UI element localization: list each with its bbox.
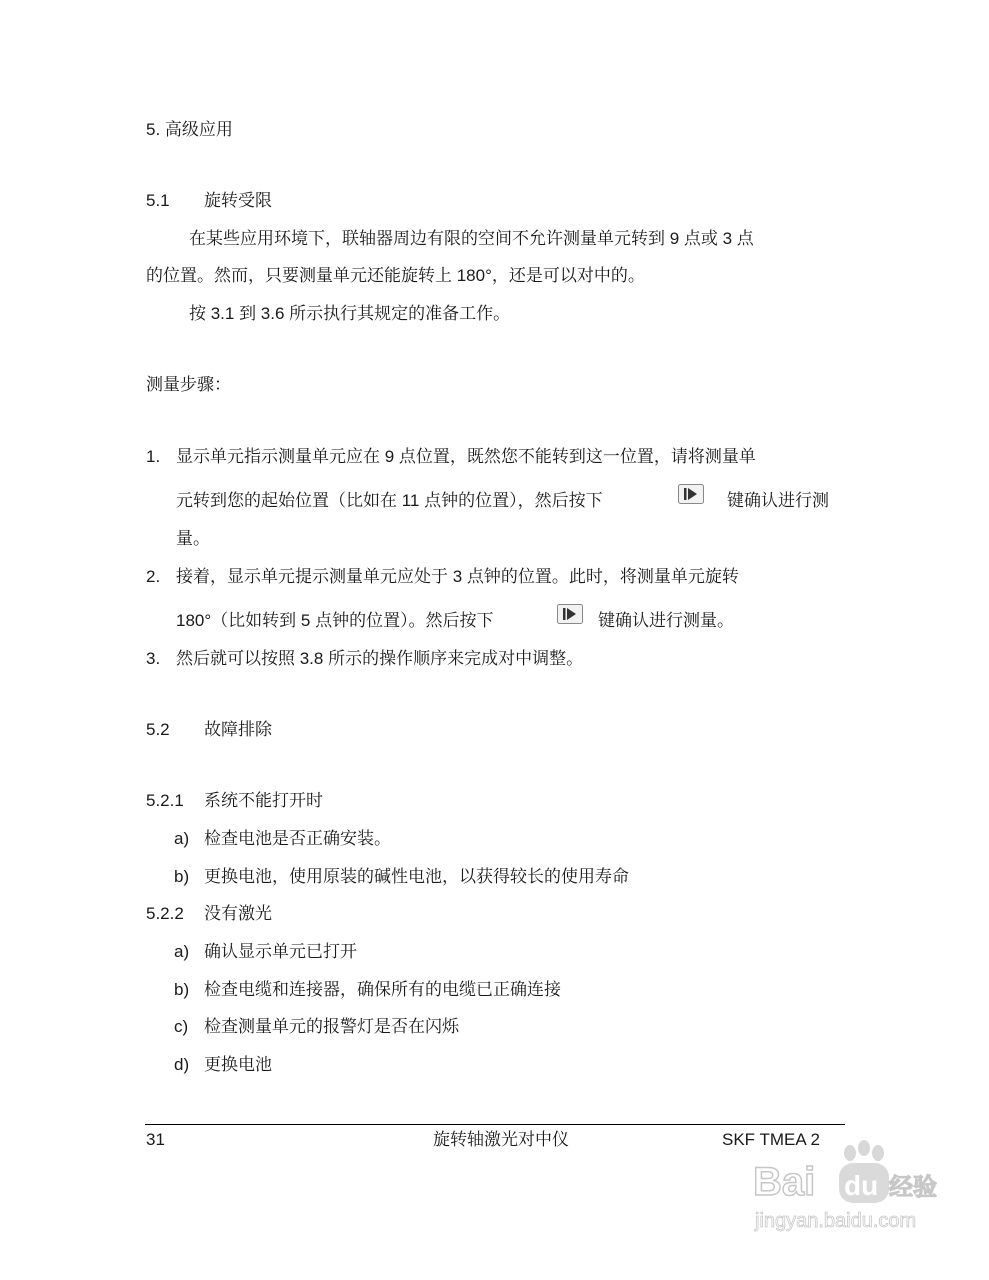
subsection-number: 5.2: [146, 720, 170, 739]
footer-page-number: 31: [146, 1130, 165, 1149]
paragraph: 按 3.1 到 3.6 所示执行其规定的准备工作。: [189, 304, 511, 323]
watermark-du: du: [844, 1170, 879, 1201]
point-letter: b): [174, 867, 190, 886]
point-text: 检查电池是否正确安装。: [204, 829, 391, 848]
item-number: 5.2.2: [146, 904, 184, 923]
point-letter: c): [174, 1017, 189, 1036]
section-heading: 5. 高级应用: [146, 120, 233, 139]
step-text: 键确认进行测: [727, 491, 829, 510]
point-text: 检查电缆和连接器，确保所有的电缆已正确连接: [204, 980, 561, 999]
step-text: 180°（比如转到 5 点钟的位置）。然后按下: [176, 611, 494, 630]
step-text: 接着，显示单元提示测量单元应处于 3 点钟的位置。此时，将测量单元旋转: [176, 567, 739, 586]
watermark-cn: 经验: [889, 1173, 937, 1201]
watermark-brand: Bai: [753, 1160, 816, 1204]
point-text: 更换电池，使用原装的碱性电池，以获得较长的使用寿命: [204, 867, 629, 886]
item-number: 5.2.1: [146, 791, 184, 810]
footer-title: 旋转轴激光对中仪: [433, 1130, 569, 1149]
baidu-watermark: [747, 1135, 937, 1235]
item-title: 系统不能打开时: [204, 791, 323, 810]
point-letter: a): [174, 942, 190, 961]
subsection-number: 5.1: [146, 191, 170, 210]
step-text: 元转到您的起始位置（比如在 11 点钟的位置），然后按下: [176, 491, 603, 510]
point-letter: a): [174, 829, 190, 848]
step-text: 然后就可以按照 3.8 所示的操作顺序来完成对中调整。: [176, 649, 584, 668]
point-letter: b): [174, 980, 190, 999]
paragraph-line: 的位置。然而，只要测量单元还能旋转上 180°，还是可以对中的。: [146, 266, 645, 285]
steps-title: 测量步骤：: [146, 375, 231, 394]
step-number: 1.: [146, 447, 161, 466]
step-text: 量。: [176, 529, 210, 548]
point-letter: d): [174, 1055, 190, 1074]
measure-key-icon: [557, 604, 583, 626]
watermark-url: jingyan.baidu.com: [755, 1210, 917, 1232]
point-text: 确认显示单元已打开: [204, 942, 357, 961]
paragraph-line: 在某些应用环境下，联轴器周边有限的空间不允许测量单元转到 9 点或 3 点: [189, 229, 754, 248]
step-number: 2.: [146, 567, 161, 586]
step-text: 键确认进行测量。: [598, 611, 734, 630]
measure-key-icon: [678, 484, 704, 506]
item-title: 没有激光: [204, 904, 272, 923]
footer-rule: [145, 1124, 845, 1125]
footer-product: SKF TMEA 2: [722, 1130, 820, 1149]
step-text: 显示单元指示测量单元应在 9 点位置，既然您不能转到这一位置，请将测量单: [176, 447, 756, 466]
step-number: 3.: [146, 649, 161, 668]
point-text: 更换电池: [204, 1055, 272, 1074]
point-text: 检查测量单元的报警灯是否在闪烁: [204, 1017, 459, 1036]
subsection-title: 故障排除: [204, 720, 272, 739]
subsection-title: 旋转受限: [204, 191, 272, 210]
